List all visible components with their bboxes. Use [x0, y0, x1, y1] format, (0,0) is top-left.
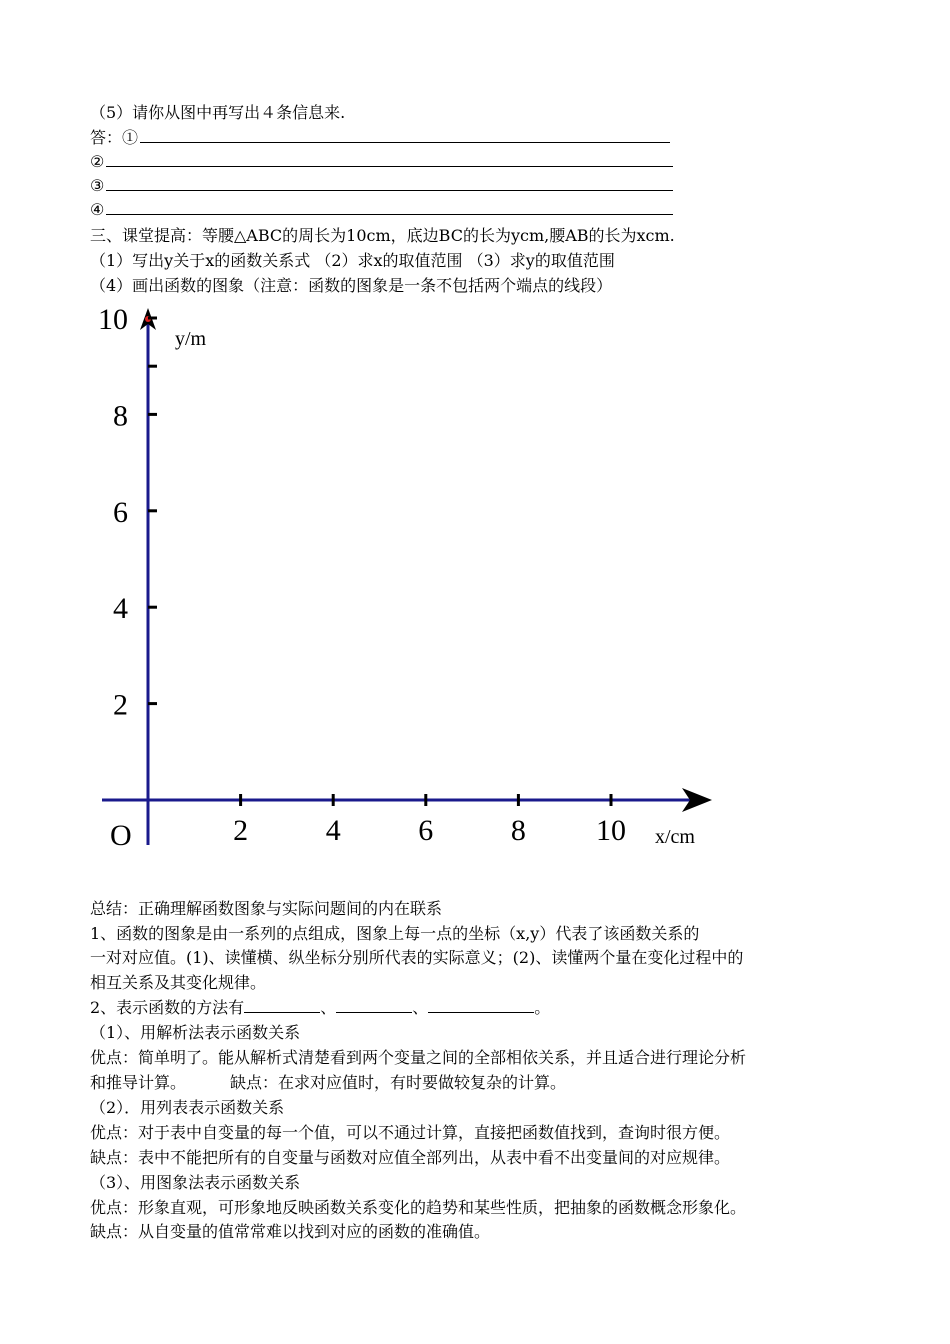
circle-2-label: ②: [90, 152, 105, 171]
method-2-title: （2）．用列表表示函数关系: [90, 1098, 285, 1117]
y-tick-label-8: 8: [113, 399, 128, 433]
x-tick-label-4: 4: [325, 814, 341, 847]
method-blank-1[interactable]: [244, 998, 320, 1013]
x-tick-label-8: 8: [510, 814, 526, 847]
p2-end: 。: [534, 998, 551, 1017]
x-axis-label: x/cm: [655, 826, 695, 848]
question-5: （5）请你从图中再写出４条信息来.: [90, 103, 346, 122]
circle-4-label: ④: [90, 200, 105, 219]
answer-blank-4[interactable]: [106, 200, 673, 215]
y-tick-label-10: 10: [98, 303, 128, 336]
coordinate-chart: [0, 300, 950, 900]
origin-label: O: [110, 819, 132, 852]
method-1-pro-a: 优点：简单明了。能从解析式清楚看到两个变量之间的全部相依关系，并且适合进行理论分析: [90, 1048, 747, 1067]
p2-prefix: 2、表示函数的方法有: [90, 998, 245, 1017]
summary-p1-line-a: 1、函数的图象是由一系列的点组成，图象上每一点的坐标（x,y）代表了该函数关系的: [90, 924, 700, 943]
p2-sep-1: 、: [320, 998, 337, 1017]
y-tick-label-4: 4: [113, 592, 128, 626]
answer-prefix: 答：: [90, 128, 123, 147]
answer-line-2: [90, 152, 673, 172]
answer-line-3: [90, 176, 673, 196]
x-tick-label-10: 10: [596, 814, 626, 847]
summary-p1-line-b: 一对对应值。(1)、读懂横、纵坐标分别所代表的实际意义；(2)、读懂两个量在变化过程中的: [90, 948, 744, 967]
answer-blank-1[interactable]: [140, 128, 670, 143]
p2-sep-2: 、: [412, 998, 429, 1017]
summary-p2: [90, 998, 550, 1018]
method-blank-2[interactable]: [336, 998, 412, 1013]
method-3-pro: 优点：形象直观，可形象地反映函数关系变化的趋势和某些性质，把抽象的函数概念形象化。: [90, 1198, 747, 1217]
problem-line-2: （1）写出y关于x的函数关系式 （2）求x的取值范围 （3）求y的取值范围: [90, 251, 615, 270]
method-2-con: 缺点：表中不能把所有的自变量与函数对应值全部列出，从表中看不出变量间的对应规律。: [90, 1148, 731, 1167]
circle-3-label: ③: [90, 176, 105, 195]
method-1-con: 缺点：在求对应值时，有时要做较复杂的计算。: [230, 1073, 567, 1092]
method-3-title: （3）、用图象法表示函数关系: [90, 1173, 301, 1192]
circle-1-label: ①: [122, 128, 139, 147]
answer-blank-3[interactable]: [106, 176, 673, 191]
x-tick-label-6: 6: [418, 814, 434, 847]
problem-line-3: （4）画出函数的图象（注意：函数的图象是一条不包括两个端点的线段）: [90, 276, 613, 295]
answer-blank-2[interactable]: [106, 152, 673, 167]
summary-p1-line-c: 相互关系及其变化规律。: [90, 973, 267, 992]
method-1-pro-con: [90, 1073, 566, 1093]
method-blank-3[interactable]: [428, 998, 534, 1013]
x-tick-label-2: 2: [233, 814, 249, 847]
summary-title: 总结：正确理解函数图象与实际问题间的内在联系: [90, 899, 443, 918]
y-axis-label: y/m: [175, 328, 207, 350]
y-tick-label-6: 6: [113, 495, 128, 529]
method-3-con: 缺点：从自变量的值常常难以找到对应的函数的准确值。: [90, 1222, 491, 1241]
problem-line-1: 三、课堂提高：等腰△ABC的周长为10cm，底边BC的长为ycm,腰AB的长为xcm.: [90, 226, 675, 245]
y-tick-label-2: 2: [113, 688, 128, 722]
method-2-pro: 优点：对于表中自变量的每一个值，可以不通过计算，直接把函数值找到，查询时很方便。: [90, 1123, 731, 1142]
method-1-pro-b: 和推导计算。: [90, 1073, 187, 1092]
method-1-title: （1）、用解析法表示函数关系: [90, 1023, 301, 1042]
answer-line-4: [90, 200, 673, 220]
answer-line-1: [90, 128, 670, 148]
